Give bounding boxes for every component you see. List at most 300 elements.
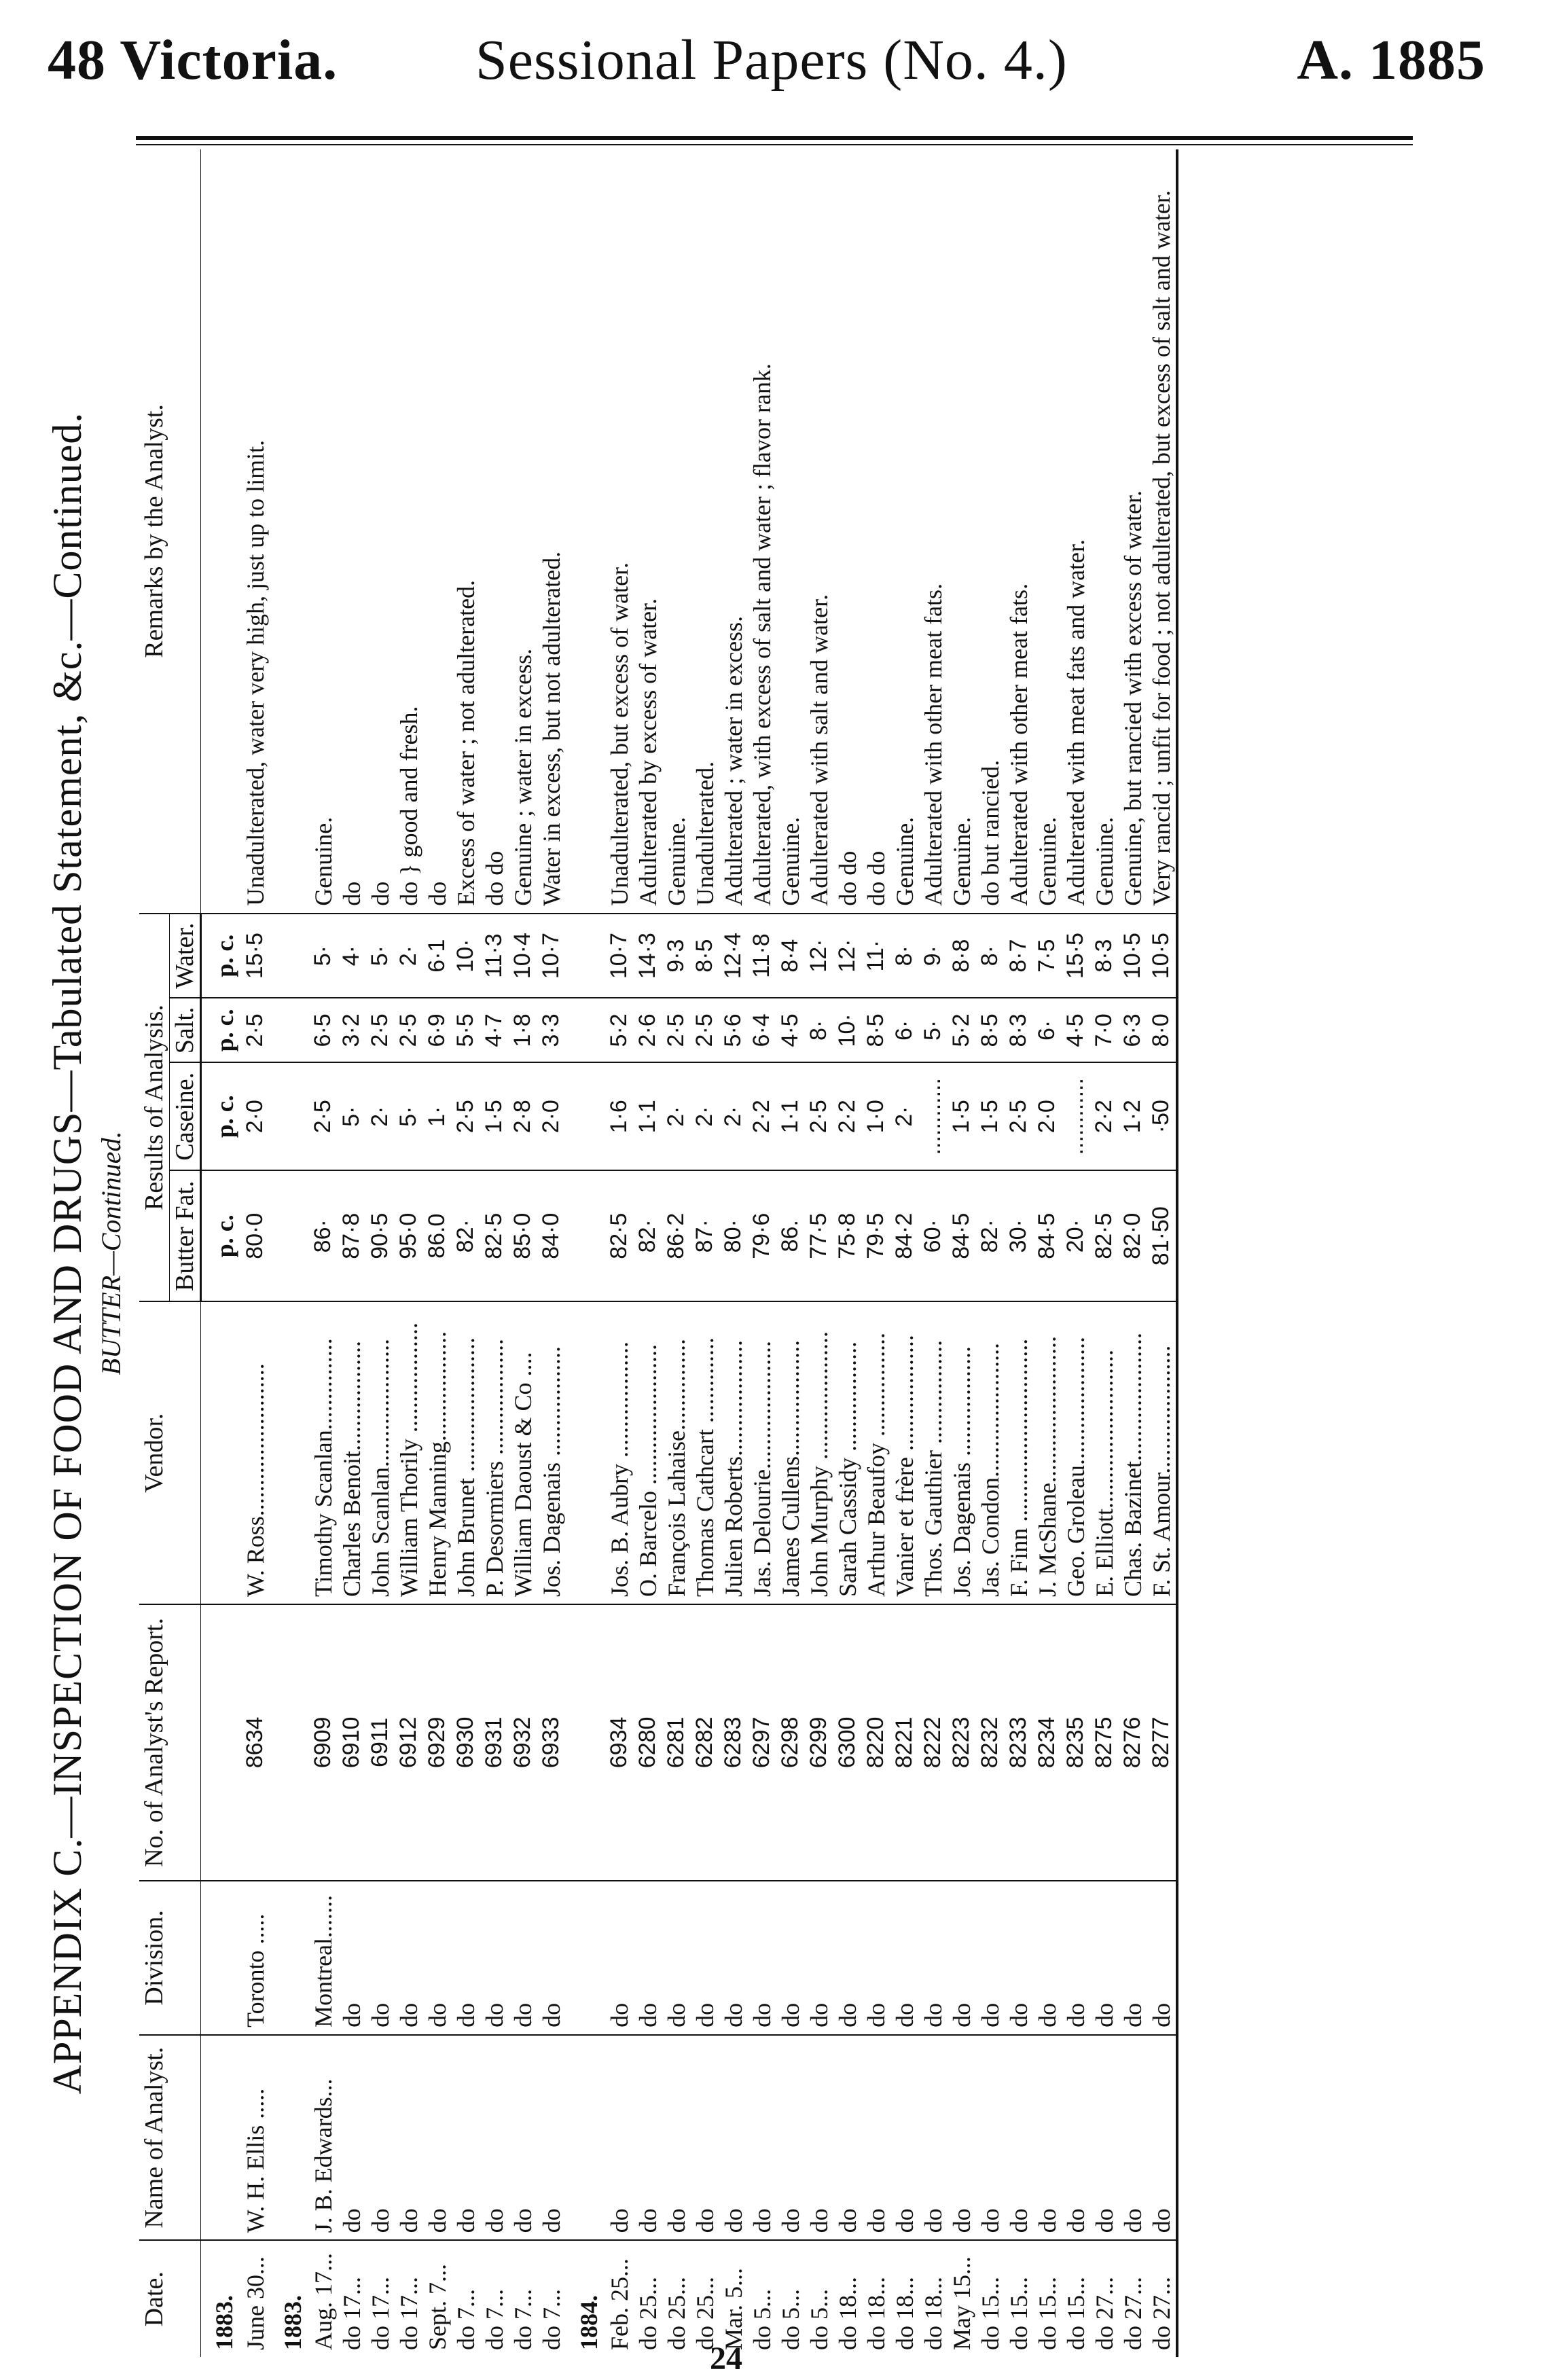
cell-analyst: do xyxy=(719,2035,748,2240)
cell-caseine: 1·1 xyxy=(634,1062,662,1170)
cell-vendor: Timothy Scanlan............... xyxy=(309,1301,338,1604)
cell-water: 9·3 xyxy=(662,914,691,998)
cell-vendor: James Cullens................... xyxy=(776,1301,805,1604)
cell-division: do xyxy=(776,1881,805,2035)
cell-butter-fat: 60· xyxy=(919,1170,948,1301)
cell-report-no: 8234 xyxy=(1033,1604,1062,1881)
cell-date: do 15... xyxy=(977,2277,1004,2350)
cell-division: do xyxy=(748,1881,776,2035)
cell-water: 8· xyxy=(976,914,1005,998)
cell-caseine: ............ xyxy=(1062,1062,1090,1170)
cell-caseine: 5· xyxy=(338,1062,366,1170)
cell-report-no: 8235 xyxy=(1062,1604,1090,1881)
units-salt: p. c. xyxy=(201,998,242,1062)
cell-date: do 5... xyxy=(806,2289,833,2350)
cell-date: do 15... xyxy=(1034,2277,1061,2350)
cell-report-no: 6910 xyxy=(338,1604,366,1881)
table-row xyxy=(366,149,395,2357)
cell-remarks: Unadulterated. xyxy=(691,149,719,914)
cell-salt: 7·0 xyxy=(1090,998,1119,1062)
running-head xyxy=(0,27,1550,109)
cell-division: do xyxy=(634,1881,662,2035)
header-salt: Salt. xyxy=(170,998,201,1062)
cell-salt: 5·5 xyxy=(452,998,480,1062)
cell-butter-fat: 82·5 xyxy=(605,1170,634,1301)
cell-caseine: ·50 xyxy=(1147,1062,1177,1170)
cell-date: do 17... xyxy=(367,2277,394,2350)
cell-division: do xyxy=(719,1881,748,2035)
cell-date: do 27... xyxy=(1148,2277,1175,2350)
cell-date: Feb. 25... xyxy=(606,2258,633,2350)
cell-salt: 6·9 xyxy=(423,998,452,1062)
cell-salt: 6·3 xyxy=(1119,998,1147,1062)
year-row-1883-sub xyxy=(270,149,309,2357)
cell-date: do 25... xyxy=(663,2277,690,2350)
cell-vendor: Jos. B. Aubry ................... xyxy=(605,1301,634,1604)
cell-remarks: Water in excess, but not adulterated. xyxy=(537,149,566,914)
header-results: Results of Analysis. xyxy=(139,914,170,1302)
cell-remarks: do xyxy=(338,149,366,914)
cell-water: 12· xyxy=(833,914,862,998)
cell-vendor: John Murphy ..................... xyxy=(805,1301,833,1604)
cell-butter-fat: 82· xyxy=(976,1170,1005,1301)
cell-butter-fat: 81·50 xyxy=(1147,1170,1177,1301)
cell-salt: 2·5 xyxy=(662,998,691,1062)
cell-division: do xyxy=(480,1881,509,2035)
cell-vendor: W. Ross......................... xyxy=(241,1301,270,1604)
cell-remarks: Adulterated with other meat fats. xyxy=(919,149,948,914)
cell-analyst: do xyxy=(423,2035,452,2240)
cell-report-no: 6300 xyxy=(833,1604,862,1881)
cell-date: do 17... xyxy=(338,2277,365,2350)
table-row xyxy=(691,149,719,2357)
cell-report-no: 6932 xyxy=(509,1604,537,1881)
cell-report-no: 8222 xyxy=(919,1604,948,1881)
cell-caseine: 2· xyxy=(890,1062,919,1170)
cell-report-no: 8220 xyxy=(862,1604,890,1881)
cell-butter-fat: 80·0 xyxy=(241,1170,270,1301)
cell-caseine: 1· xyxy=(423,1062,452,1170)
cell-water: 8· xyxy=(890,914,919,998)
cell-date: do 27... xyxy=(1091,2277,1118,2350)
cell-remarks: Very rancid ; unfit for food ; not adulterated, but excess of salt and water. xyxy=(1147,149,1177,914)
header-date: Date. xyxy=(139,2240,201,2357)
cell-remarks: do do xyxy=(862,149,890,914)
cell-report-no: 6281 xyxy=(662,1604,691,1881)
cell-report-no: 6909 xyxy=(309,1604,338,1881)
cell-date: do 7... xyxy=(538,2289,565,2350)
cell-water: 10·7 xyxy=(605,914,634,998)
cell-water: 8·3 xyxy=(1090,914,1119,998)
cell-division: do xyxy=(1062,1881,1090,2035)
cell-analyst: do xyxy=(948,2035,976,2240)
cell-division: do xyxy=(423,1881,452,2035)
cell-division: do xyxy=(976,1881,1005,2035)
cell-analyst: do xyxy=(805,2035,833,2240)
cell-report-no: 6929 xyxy=(423,1604,452,1881)
cell-salt: 8· xyxy=(805,998,833,1062)
cell-butter-fat: 82·5 xyxy=(480,1170,509,1301)
cell-butter-fat: 80· xyxy=(719,1170,748,1301)
cell-analyst: do xyxy=(1062,2035,1090,2240)
cell-report-no: 6911 xyxy=(366,1604,395,1881)
cell-report-no: 6933 xyxy=(537,1604,566,1881)
cell-butter-fat: 84·5 xyxy=(1033,1170,1062,1301)
cell-remarks: Unadulterated, water very high, just up to limit. xyxy=(241,149,270,914)
cell-date: do 27... xyxy=(1119,2277,1147,2350)
bottom-rule xyxy=(1177,149,1185,2357)
cell-report-no: 8634 xyxy=(241,1604,270,1881)
table-row xyxy=(1062,149,1090,2357)
cell-butter-fat: 30· xyxy=(1005,1170,1033,1301)
cell-vendor: François Lahaise............... xyxy=(662,1301,691,1604)
cell-salt: 1·8 xyxy=(509,998,537,1062)
table-row xyxy=(1005,149,1033,2357)
cell-report-no: 8221 xyxy=(890,1604,919,1881)
header-report-no: No. of Analyst's Report. xyxy=(139,1604,201,1881)
cell-butter-fat: 86·2 xyxy=(662,1170,691,1301)
cell-division: do xyxy=(833,1881,862,2035)
cell-butter-fat: 86.0 xyxy=(423,1170,452,1301)
cell-water: 11·3 xyxy=(480,914,509,998)
table-row xyxy=(1147,149,1177,2357)
cell-division: do xyxy=(948,1881,976,2035)
rotated-table-area xyxy=(45,149,1430,2357)
cell-report-no: 6297 xyxy=(748,1604,776,1881)
cell-remarks: Adulterated ; water in excess. xyxy=(719,149,748,914)
cell-butter-fat: 82·0 xyxy=(1119,1170,1147,1301)
cell-remarks: Genuine. xyxy=(1033,149,1062,914)
cell-report-no: 6282 xyxy=(691,1604,719,1881)
cell-analyst: do xyxy=(537,2035,566,2240)
cell-water: 11· xyxy=(862,914,890,998)
cell-remarks: Excess of water ; not adulterated. xyxy=(452,149,480,914)
cell-analyst: do xyxy=(1147,2035,1177,2240)
cell-butter-fat: 84·5 xyxy=(948,1170,976,1301)
cell-butter-fat: 95·0 xyxy=(395,1170,423,1301)
cell-remarks: Adulterated with other meat fats. xyxy=(1005,149,1033,914)
cell-vendor: Henry Manning.................. xyxy=(423,1301,452,1604)
cell-analyst: do xyxy=(1033,2035,1062,2240)
cell-division: do xyxy=(1147,1881,1177,2035)
cell-water: 12·4 xyxy=(719,914,748,998)
cell-salt: 6·4 xyxy=(748,998,776,1062)
cell-water: 14·3 xyxy=(634,914,662,998)
cell-water: 10· xyxy=(452,914,480,998)
cell-remarks: do } good and fresh. xyxy=(395,149,423,914)
cell-caseine: 2·2 xyxy=(833,1062,862,1170)
cell-report-no: 8233 xyxy=(1005,1604,1033,1881)
cell-date: do 7... xyxy=(481,2289,508,2350)
cell-water: 10·5 xyxy=(1147,914,1177,998)
cell-report-no: 6930 xyxy=(452,1604,480,1881)
cell-water: 4· xyxy=(338,914,366,998)
cell-salt: 3·3 xyxy=(537,998,566,1062)
cell-vendor: Chas. Bazinet..................... xyxy=(1119,1301,1147,1604)
cell-analyst: do xyxy=(748,2035,776,2240)
cell-salt: 2·5 xyxy=(395,998,423,1062)
header-caseine: Caseine. xyxy=(170,1062,201,1170)
cell-analyst: do xyxy=(634,2035,662,2240)
cell-date: do 18... xyxy=(891,2277,918,2350)
header-division: Division. xyxy=(139,1881,201,2035)
table-title: APPENDIX C.—INSPECTION OF FOOD AND DRUGS—Tabulated Statement, &c.—Continued. xyxy=(45,412,90,2095)
cell-salt: 5·2 xyxy=(948,998,976,1062)
year-label: 1883. xyxy=(279,2295,306,2350)
cell-analyst: do xyxy=(862,2035,890,2240)
cell-water: 2· xyxy=(395,914,423,998)
cell-butter-fat: 87· xyxy=(691,1170,719,1301)
cell-caseine: 2·5 xyxy=(452,1062,480,1170)
cell-salt: 6· xyxy=(1033,998,1062,1062)
cell-butter-fat: 87·8 xyxy=(338,1170,366,1301)
cell-water: 10·7 xyxy=(537,914,566,998)
cell-date: do 7... xyxy=(452,2289,480,2350)
cell-analyst: do xyxy=(833,2035,862,2240)
cell-caseine: 1·0 xyxy=(862,1062,890,1170)
cell-analyst: do xyxy=(452,2035,480,2240)
cell-remarks: Genuine. xyxy=(309,149,338,914)
cell-water: 8·4 xyxy=(776,914,805,998)
cell-salt: 6· xyxy=(890,998,919,1062)
units-water: p. c. xyxy=(201,914,242,998)
cell-analyst: do xyxy=(919,2035,948,2240)
cell-analyst: do xyxy=(480,2035,509,2240)
table-body xyxy=(201,149,1178,2357)
table-row xyxy=(833,149,862,2357)
cell-salt: 2·6 xyxy=(634,998,662,1062)
cell-report-no: 6298 xyxy=(776,1604,805,1881)
cell-vendor: John Scanlan..................... xyxy=(366,1301,395,1604)
cell-salt: 6·5 xyxy=(309,998,338,1062)
cell-butter-fat: 86. xyxy=(776,1170,805,1301)
cell-butter-fat: 85·0 xyxy=(509,1170,537,1301)
cell-remarks: Genuine. xyxy=(1090,149,1119,914)
cell-vendor: Jas. Condon...................... xyxy=(976,1301,1005,1604)
cell-salt: 10· xyxy=(833,998,862,1062)
table-row xyxy=(1090,149,1119,2357)
cell-caseine: 2· xyxy=(691,1062,719,1170)
cell-analyst: do xyxy=(509,2035,537,2240)
table-row xyxy=(605,149,634,2357)
cell-salt: 4·7 xyxy=(480,998,509,1062)
header-butter-fat: Butter Fat. xyxy=(170,1170,201,1301)
cell-date: do 25... xyxy=(634,2277,662,2350)
cell-report-no: 6299 xyxy=(805,1604,833,1881)
table-row xyxy=(862,149,890,2357)
cell-vendor: Geo. Groleau..................... xyxy=(1062,1301,1090,1604)
cell-water: 15·5 xyxy=(241,914,270,998)
cell-division: do xyxy=(366,1881,395,2035)
table-row xyxy=(309,149,338,2357)
header-vendor: Vendor. xyxy=(139,1301,201,1604)
cell-salt: 5· xyxy=(919,998,948,1062)
table-row xyxy=(509,149,537,2357)
cell-remarks: Genuine. xyxy=(948,149,976,914)
cell-caseine: 1·5 xyxy=(976,1062,1005,1170)
year-row-1884 xyxy=(566,149,605,2357)
cell-division: do xyxy=(919,1881,948,2035)
cell-report-no: 6280 xyxy=(634,1604,662,1881)
cell-remarks: Genuine, but rancied with excess of water. xyxy=(1119,149,1147,914)
cell-analyst: do xyxy=(395,2035,423,2240)
cell-remarks: do do xyxy=(480,149,509,914)
cell-date: do 5... xyxy=(777,2289,804,2350)
cell-division: do xyxy=(338,1881,366,2035)
table-subtitle: BUTTER—Continued. xyxy=(96,1131,126,1375)
table-row xyxy=(890,149,919,2357)
year-label: 1884. xyxy=(575,2295,602,2350)
table-row xyxy=(776,149,805,2357)
cell-remarks: Genuine ; water in excess. xyxy=(509,149,537,914)
cell-vendor: J. McShane........................ xyxy=(1033,1301,1062,1604)
cell-vendor: Arthur Beaufoy ................. xyxy=(862,1301,890,1604)
cell-water: 15·5 xyxy=(1062,914,1090,998)
cell-division: do xyxy=(890,1881,919,2035)
cell-remarks: Adulterated by excess of water. xyxy=(634,149,662,914)
cell-division: do xyxy=(537,1881,566,2035)
cell-report-no: 8277 xyxy=(1147,1604,1177,1881)
cell-salt: 8·0 xyxy=(1147,998,1177,1062)
cell-division: do xyxy=(805,1881,833,2035)
cell-caseine: 2·0 xyxy=(1033,1062,1062,1170)
butter-table xyxy=(139,149,1185,2357)
cell-butter-fat: 84·0 xyxy=(537,1170,566,1301)
cell-caseine: 2·2 xyxy=(748,1062,776,1170)
cell-butter-fat: 82· xyxy=(452,1170,480,1301)
top-rule xyxy=(136,136,1413,140)
cell-report-no: 6934 xyxy=(605,1604,634,1881)
cell-caseine: 2·8 xyxy=(509,1062,537,1170)
cell-vendor: William Daoust & Co .... xyxy=(509,1301,537,1604)
cell-division: do xyxy=(662,1881,691,2035)
table-row xyxy=(241,149,270,2357)
cell-date: do 15... xyxy=(1062,2277,1089,2350)
table-row xyxy=(480,149,509,2357)
cell-water: 10·4 xyxy=(509,914,537,998)
cell-caseine: 1·1 xyxy=(776,1062,805,1170)
cell-salt: 2·5 xyxy=(691,998,719,1062)
cell-report-no: 8275 xyxy=(1090,1604,1119,1881)
units-caseine: p. c. xyxy=(201,1062,242,1170)
cell-caseine: 1·6 xyxy=(605,1062,634,1170)
year-row-1883 xyxy=(201,149,242,2357)
cell-date: do 5... xyxy=(749,2289,776,2350)
cell-division: do xyxy=(1119,1881,1147,2035)
cell-date: do 18... xyxy=(834,2277,861,2350)
cell-water: 11·8 xyxy=(748,914,776,998)
cell-vendor: F. Finn .............................. xyxy=(1005,1301,1033,1604)
cell-date: do 25... xyxy=(691,2277,719,2350)
cell-vendor: E. Elliott.......................... xyxy=(1090,1301,1119,1604)
cell-analyst: W. H. Ellis ..... xyxy=(241,2035,270,2240)
table-row xyxy=(919,149,948,2357)
cell-water: 5· xyxy=(309,914,338,998)
cell-report-no: 6283 xyxy=(719,1604,748,1881)
table-row xyxy=(537,149,566,2357)
header-analyst: Name of Analyst. xyxy=(139,2035,201,2240)
table-row xyxy=(748,149,776,2357)
cell-analyst: do xyxy=(338,2035,366,2240)
cell-division: do xyxy=(691,1881,719,2035)
cell-analyst: do xyxy=(890,2035,919,2240)
cell-caseine: 2·0 xyxy=(241,1062,270,1170)
cell-remarks: do but rancied. xyxy=(976,149,1005,914)
cell-caseine: 2· xyxy=(719,1062,748,1170)
cell-remarks: Adulterated, with excess of salt and water ; flavor rank. xyxy=(748,149,776,914)
cell-caseine: 1·5 xyxy=(480,1062,509,1170)
cell-vendor: William Thorily .................. xyxy=(395,1301,423,1604)
cell-butter-fat: 75·8 xyxy=(833,1170,862,1301)
cell-vendor: Jos. Dagenais .................. xyxy=(948,1301,976,1604)
cell-division: do xyxy=(1005,1881,1033,2035)
cell-butter-fat: 86· xyxy=(309,1170,338,1301)
table-row xyxy=(976,149,1005,2357)
table-row xyxy=(1033,149,1062,2357)
cell-salt: 5·2 xyxy=(605,998,634,1062)
cell-salt: 3·2 xyxy=(338,998,366,1062)
cell-report-no: 8232 xyxy=(976,1604,1005,1881)
cell-water: 9· xyxy=(919,914,948,998)
header-remarks: Remarks by the Analyst. xyxy=(139,149,201,914)
cell-vendor: Thos. Gauthier ................. xyxy=(919,1301,948,1604)
cell-vendor: Vanier et frère ................... xyxy=(890,1301,919,1604)
cell-butter-fat: 84·2 xyxy=(890,1170,919,1301)
cell-analyst: do xyxy=(976,2035,1005,2240)
cell-water: 5· xyxy=(366,914,395,998)
cell-vendor: Thomas Cathcart .............. xyxy=(691,1301,719,1604)
cell-water: 8·5 xyxy=(691,914,719,998)
cell-vendor: Jas. Delourie..................... xyxy=(748,1301,776,1604)
cell-caseine: 2·5 xyxy=(805,1062,833,1170)
cell-division: do xyxy=(1033,1881,1062,2035)
page-number: 24 xyxy=(710,2341,742,2377)
cell-caseine: 2· xyxy=(662,1062,691,1170)
cell-report-no: 6912 xyxy=(395,1604,423,1881)
cell-vendor: P. Desormiers ................... xyxy=(480,1301,509,1604)
cell-salt: 8·5 xyxy=(976,998,1005,1062)
cell-remarks: do do xyxy=(833,149,862,914)
cell-vendor: Sarah Cassidy .................. xyxy=(833,1301,862,1604)
cell-division: do xyxy=(1090,1881,1119,2035)
cell-date: do 7... xyxy=(509,2289,537,2350)
cell-date: June 30... xyxy=(242,2256,269,2350)
cell-water: 6·1 xyxy=(423,914,452,998)
cell-analyst: do xyxy=(1119,2035,1147,2240)
cell-water: 10·5 xyxy=(1119,914,1147,998)
cell-butter-fat: 79·5 xyxy=(862,1170,890,1301)
cell-caseine: ............ xyxy=(919,1062,948,1170)
running-head-right: A. 1885 xyxy=(1297,29,1485,92)
cell-butter-fat: 90·5 xyxy=(366,1170,395,1301)
cell-caseine: 2· xyxy=(366,1062,395,1170)
running-head-left: 48 Victoria. xyxy=(48,29,338,92)
cell-report-no: 8223 xyxy=(948,1604,976,1881)
cell-date: Sept. 7... xyxy=(424,2263,451,2350)
cell-analyst: do xyxy=(1005,2035,1033,2240)
running-head-center: Sessional Papers (No. 4.) xyxy=(475,29,1068,92)
cell-remarks: Genuine. xyxy=(662,149,691,914)
cell-division: Montreal....... xyxy=(309,1881,338,2035)
cell-water: 7·5 xyxy=(1033,914,1062,998)
cell-division: do xyxy=(509,1881,537,2035)
table-row xyxy=(338,149,366,2357)
cell-analyst: do xyxy=(366,2035,395,2240)
header-water: Water. xyxy=(170,914,201,998)
cell-division: Toronto ..... xyxy=(241,1881,270,2035)
cell-butter-fat: 82· xyxy=(634,1170,662,1301)
cell-report-no: 6931 xyxy=(480,1604,509,1881)
